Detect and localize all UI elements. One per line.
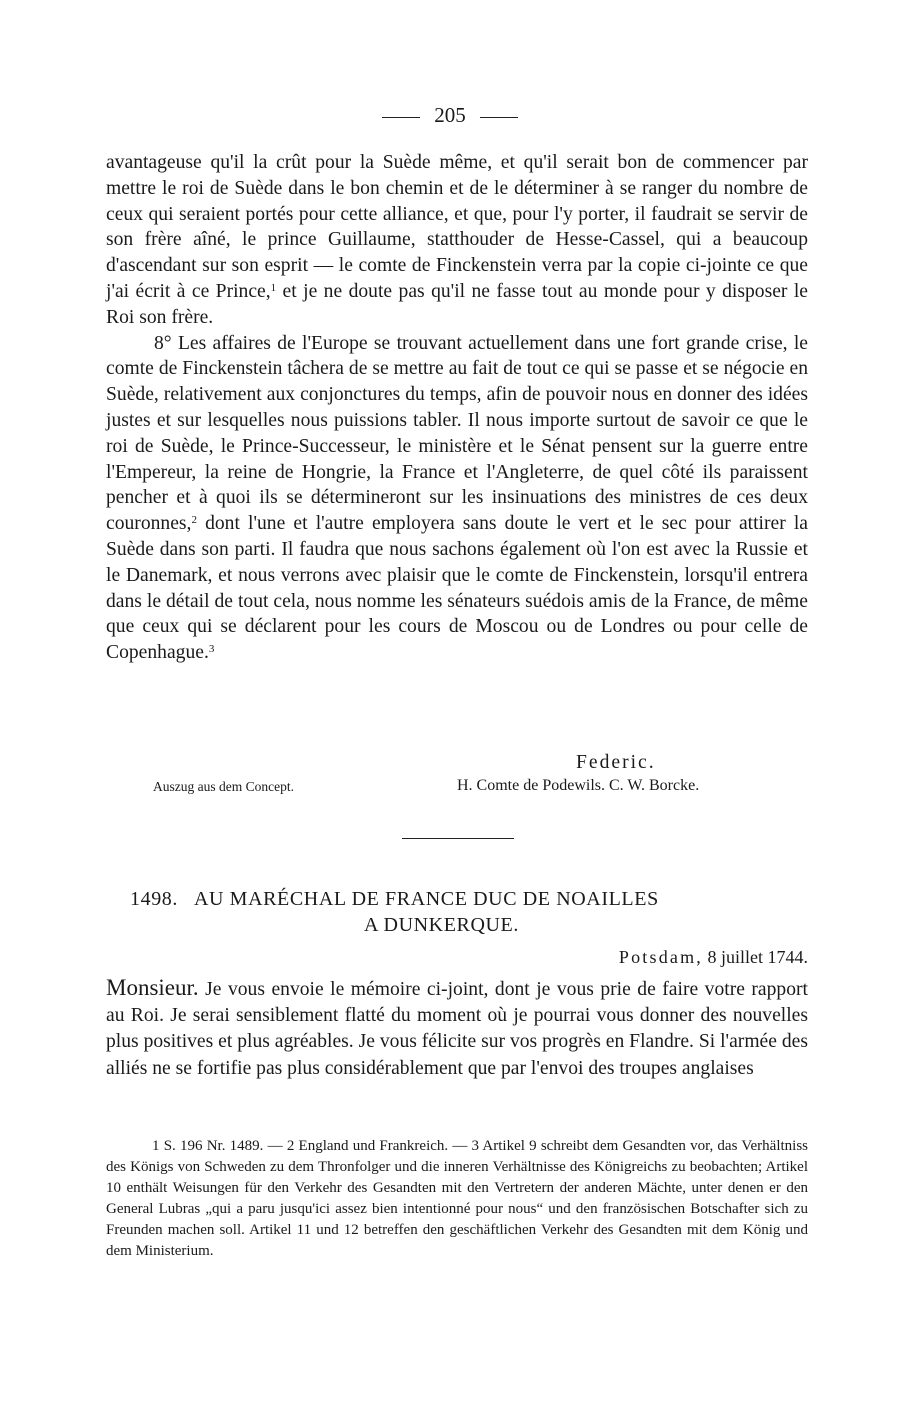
paragraph: 8° Les affaires de l'Europe se trouvant actuellement dans une fort grande crise, le comte de Finckenstein tâchera de se mettre au fait de tout ce qui se passe et se négocie en Suède, relativement aux conjonctures du temps, afin de pouvoir nous en donner des idées justes et sur lesquelles nous puissions tabler. Il nous importe surtout de savoir ce que le roi de Suède, le Prince-Successeur, le ministère et le Sénat pensent sur la guerre entre l'Empereur, la reine de Hongrie, la France et l'Angleterre, de quel côté ils paraissent pencher et à quoi ils se détermineront sur les insinuations des ministres de ces deux couronnes,$^2$ dont l'une et l'autre employera sans doute le vert et le sec pour attirer la Suède dans son parti. Il faudra que nous sachons également où l'on est avec la Russie et le Danemark, et nous verrons avec plaisir que le comte de Finckenstein, lorsqu'il entrera dans le détail de tout cela, nous nomme les sénateurs suédois amis de la France, de même que ceux qui se déclarent pour les cours de Moscou ou de Londres ou pour celle de Copenhague.$^3$	[106, 332, 808, 664]
footnote-text: 1 S. 196 Nr. 1489. — 2 England und Frankreich. — 3 Artikel 9 schreibt dem Gesandten vor, das Verhältniss des Königs von Schweden zu dem Thronfolger und die inneren Verhältnisse des Königreichs zu beobachten; Artikel 10 enthält Weisungen für den Verkehr des Gesandten mit den Vertretern der anderen Mächte, unter denen er den General Lubras „qui a paru jusqu'ici assez bien intentionné pour nous“ und den französischen Botschafter sich zu Freunden machen soll. Artikel 11 und 12 betreffen den geschäftlichen Verkehr des Gesandten mit dem König und dem Ministerium.	[106, 1138, 808, 1259]
letter-number: 1498.	[130, 888, 178, 910]
letter-title: AU MARÉCHAL DE FRANCE DUC DE NOAILLES	[194, 888, 659, 910]
countersignatures: H. Comte de Podewils. C. W. Borcke.	[457, 777, 700, 794]
main-text	[106, 150, 808, 666]
paragraph: avantageuse qu'il la crût pour la Suède même, et qu'il serait bon de commencer par mettre le roi de Suède dans le bon chemin et de le déterminer à se ranger du nombre de ceux qui seraient portés pour cette alliance, et que, pour l'y porter, il faudrait se servir de son frère aîné, le prince Guillaume, statthouder de Hesse-Cassel, qui a beaucoup d'ascendant sur son esprit — le comte de Finckenstein verra par la copie ci-jointe ce que j'ai écrit à ce Prince,$^1$ et je ne doute pas qu'il ne fasse tout au monde pour y disposer le Roi son frère.	[106, 152, 808, 328]
signature: Federic.	[576, 752, 656, 773]
date: 8 juillet 1744.	[703, 947, 808, 967]
footnote-ref: 3	[208, 643, 215, 656]
header-dash-left	[382, 117, 420, 118]
place-date	[619, 947, 808, 968]
opening-word: Monsieur.	[106, 975, 199, 1000]
source-note: Auszug aus dem Concept.	[153, 779, 294, 794]
footnotes	[106, 1136, 808, 1262]
paragraph: Monsieur. Je vous envoie le mémoire ci-joint, dont je vous prie de faire votre rapport au Roi. Je serai sensiblement flatté du moment où je pourrai vous donner des nouvelles plus positives et plus agréables. Je vous félicite sur vos progrès en Flandre. Si l'armée des alliés ne se fortifie pas plus considérablement que par l'envoi des troupes anglaises	[106, 975, 808, 1079]
letter-body	[106, 975, 808, 1082]
section-divider	[402, 838, 514, 839]
letter-heading	[130, 886, 810, 938]
page-number-header	[0, 103, 900, 128]
footnote-ref: 1	[270, 281, 277, 294]
letter-title-line-2: A DUNKERQUE.	[364, 914, 519, 936]
footnote-ref: 2	[191, 514, 197, 527]
place: Potsdam,	[618, 947, 703, 967]
page-number: 205	[434, 103, 466, 127]
header-dash-right	[480, 117, 518, 118]
